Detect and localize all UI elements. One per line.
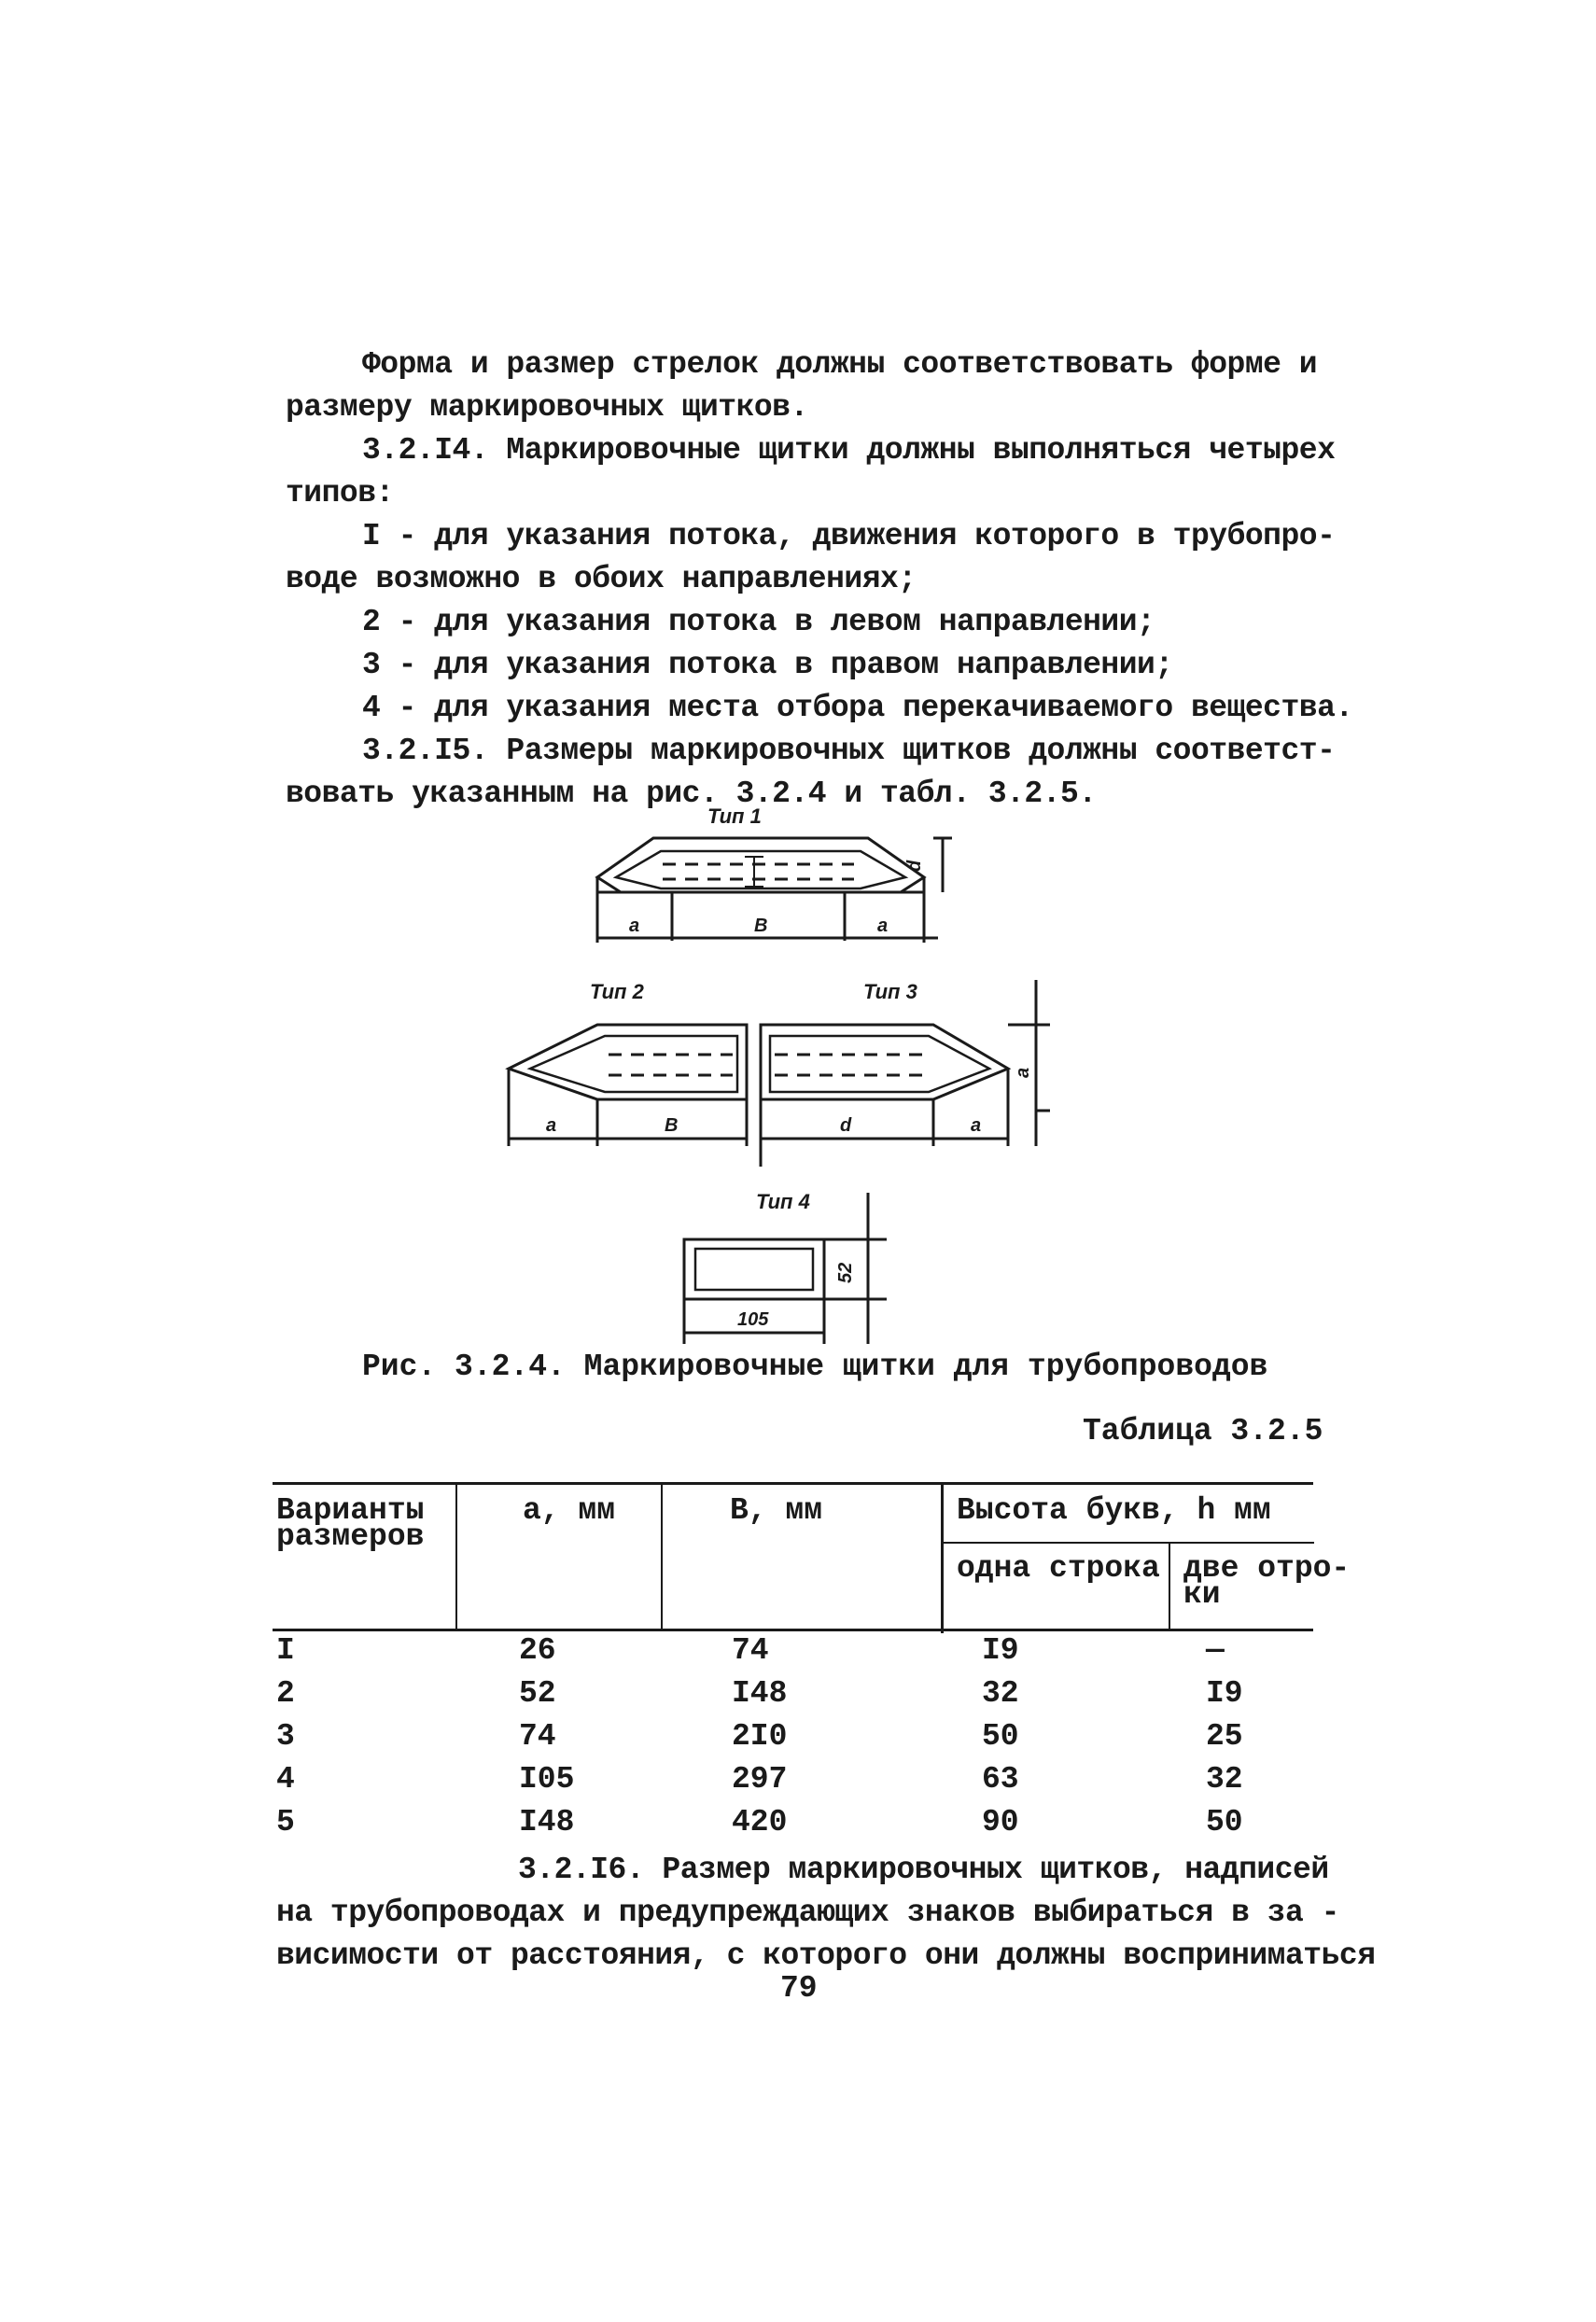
row4-variant: 4 <box>276 1762 295 1797</box>
header-b: B, мм <box>730 1493 823 1528</box>
row5-two: 50 <box>1206 1805 1243 1839</box>
table-header-rule <box>273 1629 1313 1631</box>
row2-variant: 2 <box>276 1676 295 1711</box>
row1-a: 26 <box>519 1633 556 1668</box>
type2-label: Тип 2 <box>590 980 644 1003</box>
type2-dim-b: B <box>665 1115 679 1136</box>
paragraph-line: I - для указания потока, движения которого в трубопро- <box>362 519 1336 553</box>
paragraph-line: на трубопроводах и предупреждающих знаков выбираться в за - <box>276 1895 1339 1930</box>
row2-one: 32 <box>982 1676 1019 1711</box>
type1-dim-d: d <box>904 860 925 872</box>
table-col-rule <box>455 1484 457 1629</box>
header-one-line: одна строка <box>957 1551 1160 1586</box>
row2-b: I48 <box>732 1676 788 1711</box>
paragraph-line: Форма и размер стрелок должны соответствовать форме и <box>362 347 1318 382</box>
paragraph-line: 3.2.I6. Размер маркировочных щитков, надписей <box>518 1853 1329 1887</box>
row4-two: 32 <box>1206 1762 1243 1797</box>
header-variants-1: Варианты <box>276 1493 425 1528</box>
paragraph-line: воде возможно в обоих направлениях; <box>286 562 917 596</box>
paragraph-line: вовать указанным на рис. 3.2.4 и табл. 3.2.5. <box>286 776 1097 811</box>
row5-b: 420 <box>732 1805 788 1839</box>
row3-a: 74 <box>519 1719 556 1754</box>
row3-one: 50 <box>982 1719 1019 1754</box>
type2-dim-a: a <box>546 1115 557 1136</box>
header-variants-2: размеров <box>276 1519 425 1554</box>
row2-a: 52 <box>519 1676 556 1711</box>
type4-label: Тип 4 <box>756 1190 810 1213</box>
row4-a: I05 <box>519 1762 575 1797</box>
type3-dim-d: d <box>840 1115 852 1136</box>
header-two-lines-1: две отро- <box>1183 1551 1351 1586</box>
row3-two: 25 <box>1206 1719 1243 1754</box>
row1-two: — <box>1206 1633 1225 1668</box>
figure-caption: Рис. 3.2.4. Маркировочные щитки для трубопроводов <box>362 1350 1268 1384</box>
row1-b: 74 <box>732 1633 769 1668</box>
paragraph-line: 4 - для указания места отбора перекачиваемого вещества. <box>362 691 1353 725</box>
header-a: a, мм <box>523 1493 616 1528</box>
type1-label: Тип 1 <box>707 804 762 828</box>
table-col-rule <box>941 1484 944 1633</box>
paragraph-line: размеру маркировочных щитков. <box>286 390 808 425</box>
type4-dim-52: 52 <box>835 1262 856 1283</box>
row3-variant: 3 <box>276 1719 295 1754</box>
paragraph-line: висимости от расстояния, с которого они должны восприниматься <box>276 1938 1376 1973</box>
row1-one: I9 <box>982 1633 1019 1668</box>
row1-variant: I <box>276 1633 295 1668</box>
row3-b: 2I0 <box>732 1719 788 1754</box>
row4-b: 297 <box>732 1762 788 1797</box>
paragraph-line: 3.2.I5. Размеры маркировочных щитков должны соответст- <box>362 734 1336 768</box>
paragraph-line: 3.2.I4. Маркировочные щитки должны выполняться четырех <box>362 433 1336 468</box>
type1-dim-a-left: a <box>629 916 640 936</box>
marker-plates-figure <box>0 803 1596 1363</box>
row5-variant: 5 <box>276 1805 295 1839</box>
table-col-rule <box>661 1484 663 1629</box>
table-label: Таблица 3.2.5 <box>1083 1414 1323 1448</box>
type3-label: Тип 3 <box>863 980 917 1003</box>
type3-dim-a-vertical: a <box>1013 1067 1033 1078</box>
header-two-lines-2: ки <box>1183 1577 1221 1612</box>
page-number: 79 <box>780 1971 818 2006</box>
type1-dim-b: B <box>754 916 768 936</box>
row4-one: 63 <box>982 1762 1019 1797</box>
row2-two: I9 <box>1206 1676 1243 1711</box>
row5-a: I48 <box>519 1805 575 1839</box>
type4-dim-105: 105 <box>737 1309 769 1330</box>
paragraph-line: типов: <box>286 476 394 511</box>
table-sub-rule <box>943 1542 1314 1544</box>
type3-dim-a: a <box>971 1115 982 1136</box>
type1-dim-a-right: a <box>877 916 889 936</box>
paragraph-line: 3 - для указания потока в правом направлении; <box>362 648 1173 682</box>
header-height: Высота букв, h мм <box>957 1493 1271 1528</box>
table-col-rule <box>1169 1544 1170 1630</box>
paragraph-line: 2 - для указания потока в левом направлении; <box>362 605 1155 639</box>
table-top-rule <box>273 1482 1313 1485</box>
row5-one: 90 <box>982 1805 1019 1839</box>
